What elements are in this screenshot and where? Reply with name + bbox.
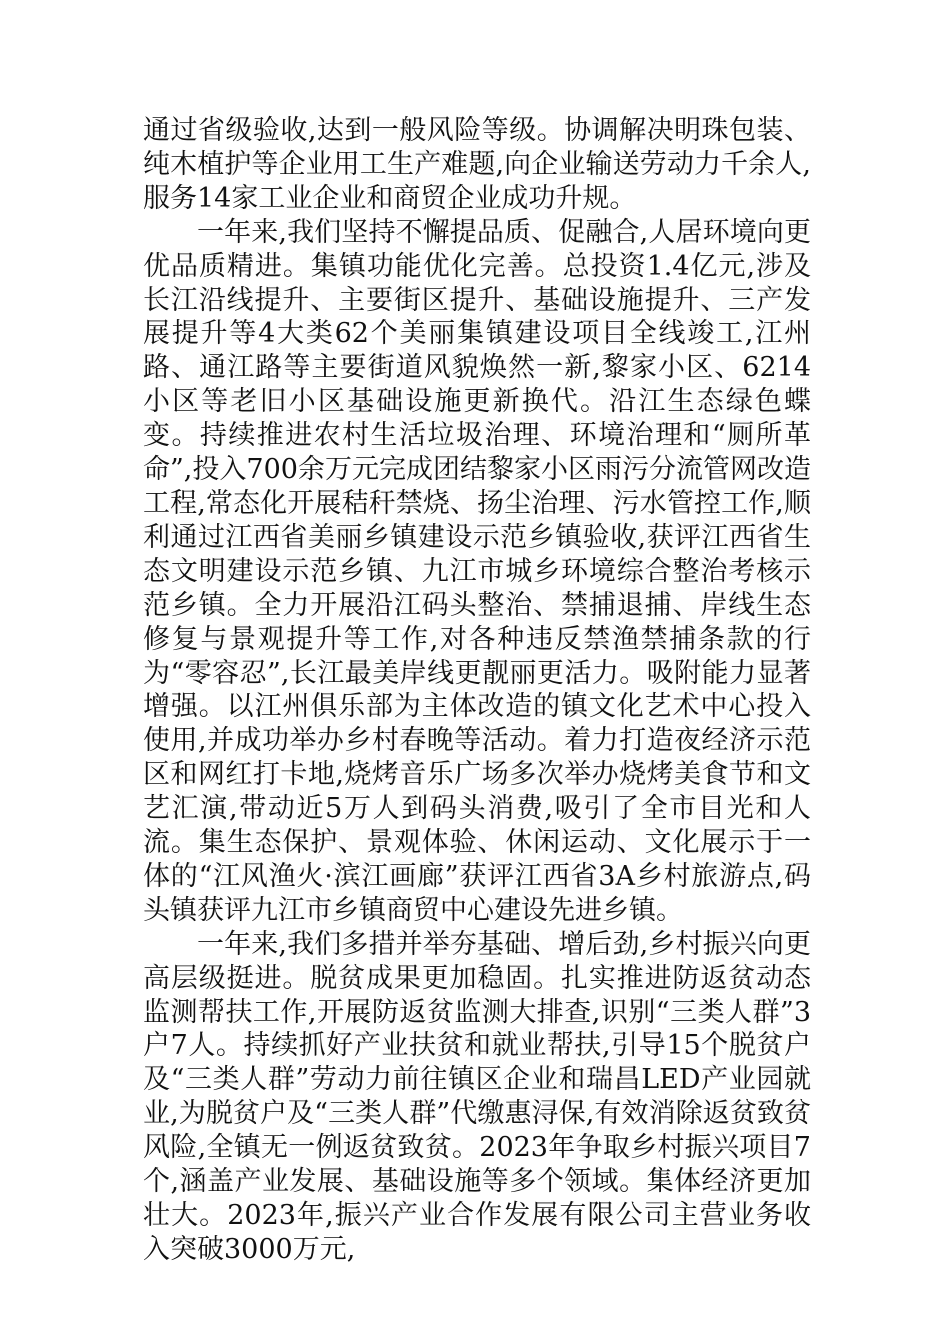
paragraph-1: 通过省级验收,达到一般风险等级。协调解决明珠包装、纯木植护等企业用工生产难题,向企业输送劳动力千余人,服务14家工业企业和商贸企业成功升规。 <box>143 115 811 214</box>
paragraph-3: 一年来,我们多措并举夯基础、增后劲,乡村振兴向更高层级挺进。脱贫成果更加稳固。扎实推进防返贫动态监测帮扶工作,开展防返贫监测大排查,识别“三类人群”3户7人。持续抓好产业扶贫和就业帮扶,引导15个脱贫户及“三类人群”劳动力前往镇区企业和瑞昌LED产业园就业,为脱贫户及“三类人群”代缴惠浔保,有效消除返贫致贫风险,全镇无一例返贫致贫。2023年争取乡村振兴项目7个,涵盖产业发展、基础设施等多个领域。集体经济更加壮大。2023年,振兴产业合作发展有限公司主营业务收入突破3000万元, <box>143 928 811 1265</box>
paragraph-2: 一年来,我们坚持不懈提品质、促融合,人居环境向更优品质精进。集镇功能优化完善。总投资1.4亿元,涉及长江沿线提升、主要街区提升、基础设施提升、三产发展提升等4大类62个美丽集镇建设项目全线竣工,江州路、通江路等主要街道风貌焕然一新,黎家小区、6214小区等老旧小区基础设施更新换代。沿江生态绿色蝶变。持续推进农村生活垃圾治理、环境治理和“厕所革命”,投入700余万元完成团结黎家小区雨污分流管网改造工程,常态化开展秸秆禁烧、扬尘治理、污水管控工作,顺利通过江西省美丽乡镇建设示范乡镇验收,获评江西省生态文明建设示范乡镇、九江市城乡环境综合整治考核示范乡镇。全力开展沿江码头整治、禁捕退捕、岸线生态修复与景观提升等工作,对各种违反禁渔禁捕条款的行为“零容忍”,长江最美岸线更靓丽更活力。吸附能力显著增强。以江州俱乐部为主体改造的镇文化艺术中心投入使用,并成功举办乡村春晚等活动。着力打造夜经济示范区和网红打卡地,烧烤音乐广场多次举办烧烤美食节和文艺汇演,带动近5万人到码头消费,吸引了全市目光和人流。集生态保护、景观体验、休闲运动、文化展示于一体的“江风渔火·滨江画廊”获评江西省3A乡村旅游点,码头镇获评九江市乡镇商贸中心建设先进乡镇。 <box>143 216 811 926</box>
document-page <box>143 114 811 1267</box>
